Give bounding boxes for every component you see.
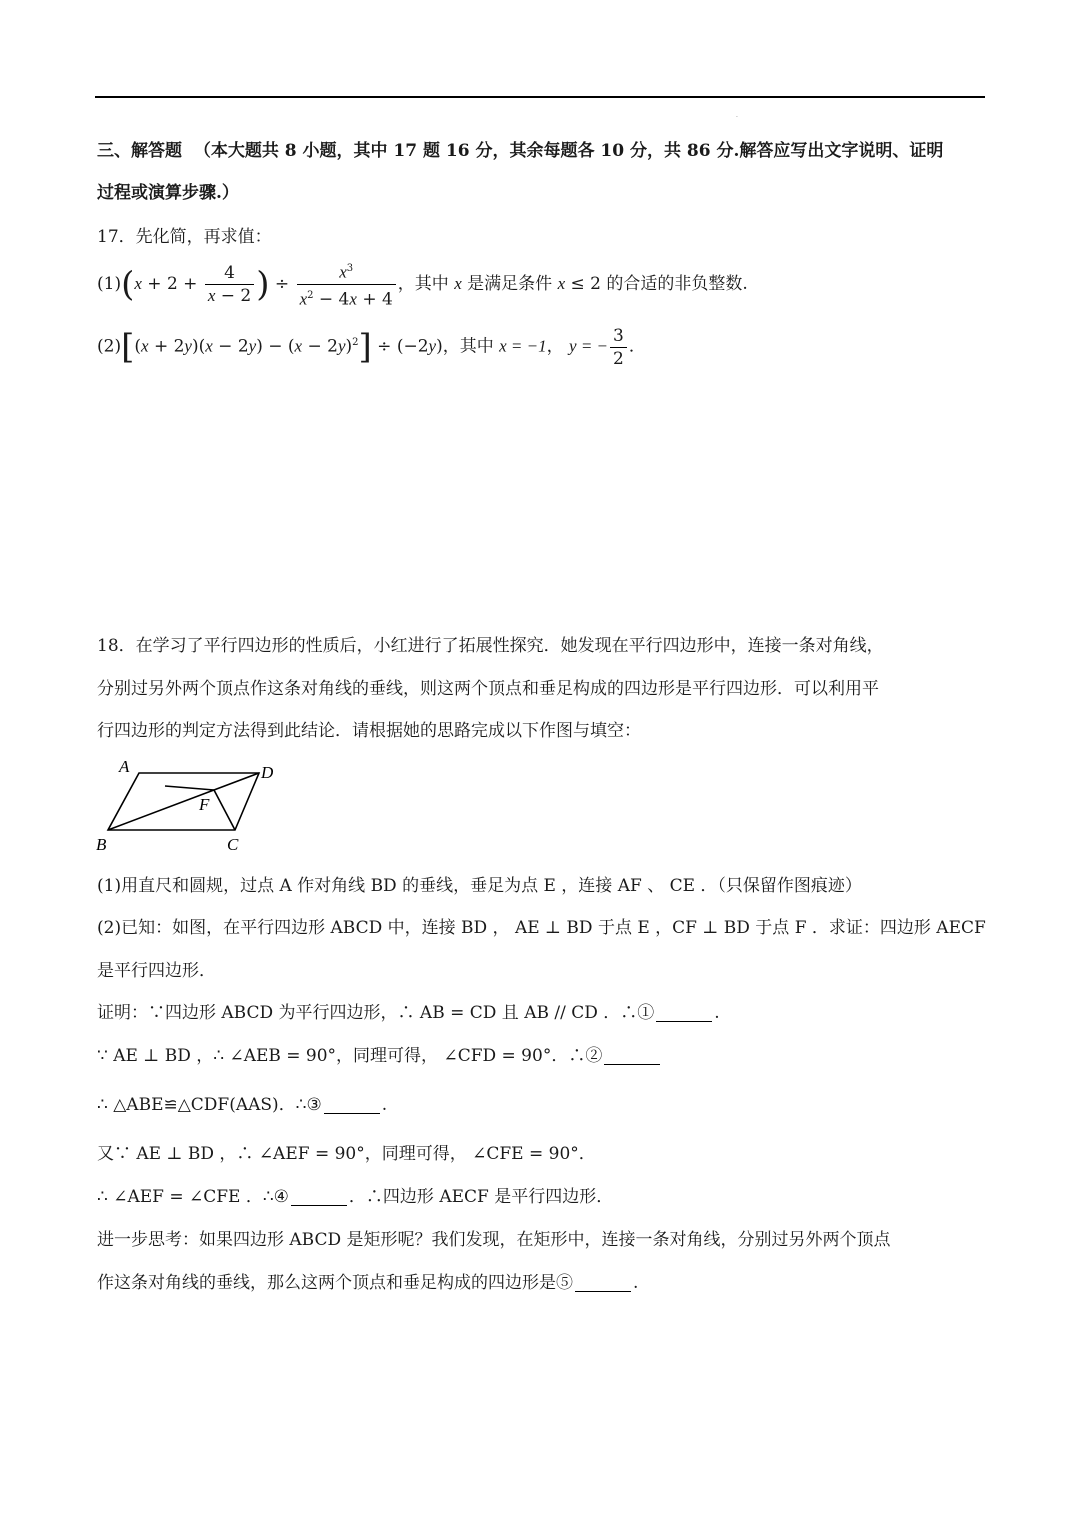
- proof-line3-text: ∴ △ABE≌△CDF(AAS)．∴③: [97, 1095, 322, 1115]
- q17-part1: (1)(x + 2 + $\frac{4}{x - 2}$ ) ÷ $\frac{x^3}{x^2 - 4x + 4}$ ，其中 x 是满足条件 x ≤ 2 的合适的非负整数.: [97, 258, 748, 310]
- section-header: [97, 140, 943, 162]
- scan-dot: .: [736, 112, 738, 119]
- proof-line2: [97, 1045, 662, 1067]
- q17-p2-label: (2): [97, 336, 122, 357]
- proof-line5-text-b: ．∴四边形 AECF 是平行四边形．: [348, 1187, 614, 1207]
- top-rule: [95, 96, 985, 98]
- q18-part2-line2: 是平行四边形．: [97, 961, 216, 981]
- q17-p1-cond-b: 是满足条件: [467, 274, 553, 294]
- period: .: [381, 1095, 388, 1115]
- period: .: [714, 1003, 720, 1023]
- blank-4[interactable]: [291, 1187, 347, 1206]
- q18-part2-line1: (2)已知：如图，在平行四边形 ABCD 中，连接 BD ， AE ⊥ BD 于点 E ，CF ⊥ BD 于点 F ．求证：四边形 AECF: [97, 918, 986, 938]
- q17-p2-cond-a: ，其中: [442, 336, 494, 357]
- proof-line3: [97, 1094, 387, 1116]
- right-bracket: ]: [358, 327, 372, 368]
- segment-to-f: [165, 786, 214, 790]
- proof-line1-text: 证明：∵四边形 ABCD 为平行四边形，∴ AB = CD 且 AB // CD ．∴①: [97, 1003, 655, 1023]
- proof-line5: [97, 1186, 613, 1208]
- period: .: [633, 1273, 639, 1293]
- right-paren: ): [256, 264, 270, 305]
- q17-p1-cond-a: ，其中: [397, 274, 449, 294]
- q17-p2-x-val: x = −1: [499, 336, 547, 356]
- blank-3[interactable]: [324, 1095, 380, 1114]
- blank-1[interactable]: [656, 1003, 712, 1022]
- proof-line2-text: ∵ AE ⊥ BD ，∴ ∠AEB = 90°，同理可得， ∠CFD = 90°．∴②: [97, 1046, 603, 1066]
- further-line2-text: 作这条对角线的垂线，那么这两个顶点和垂足构成的四边形是⑤: [97, 1273, 573, 1293]
- proof-line5-text-a: ∴ ∠AEF = ∠CFE ．∴④: [97, 1187, 289, 1207]
- left-paren: (: [121, 264, 135, 305]
- blank-5[interactable]: [575, 1273, 631, 1292]
- q17-p2-y-val: y = −: [569, 336, 609, 356]
- proof-line1: [97, 1002, 720, 1024]
- q17-part2: $(2)[(x + 2y)(x - 2y) - (x - 2y)^2] \div (-2y)$，其中 x = −1， y = − $\frac{3}{2}$ ．: [97, 325, 646, 369]
- diagonal-bd: [108, 773, 259, 830]
- label-c: C: [227, 835, 239, 854]
- parallelogram-figure: [95, 758, 295, 858]
- q17-intro: 17．先化简，再求值：: [97, 227, 272, 247]
- fraction-4-over-x-2: $\frac{4}{x - 2}$: [205, 263, 254, 306]
- proof-line4: 又∵ AE ⊥ BD ，∴ ∠AEF = 90°，同理可得， ∠CFE = 90°．: [97, 1144, 596, 1164]
- fraction-x3-over-quadratic: $\frac{x^3}{x^2 - 4x + 4}$: [297, 259, 396, 309]
- section-desc-2: 过程或演算步骤.）: [97, 183, 239, 203]
- blank-2[interactable]: [604, 1046, 660, 1065]
- label-d: D: [261, 763, 274, 782]
- further-line1: 进一步思考：如果四边形 ABCD 是矩形呢？我们发现，在矩形中，连接一条对角线，分别过另外两个顶点: [97, 1230, 891, 1250]
- q18-line3: 行四边形的判定方法得到此结论．请根据她的思路完成以下作图与填空：: [97, 721, 641, 741]
- label-f: F: [199, 795, 210, 814]
- section-desc-1: （本大题共 8 小题，其中 17 题 16 分，其余每题各 10 分，共 86 分.解答应写出文字说明、证明: [193, 141, 944, 161]
- left-bracket: [: [121, 327, 135, 368]
- fraction-3-over-2: $\frac{3}{2}$: [610, 326, 627, 369]
- section-title: 三、解答题: [97, 141, 182, 161]
- q17-p1-cond-c: 的合适的非负整数.: [606, 274, 748, 294]
- q18-part1: (1)用直尺和圆规，过点 A 作对角线 BD 的垂线，垂足为点 E ，连接 AF 、 CE ．（只保留作图痕迹）: [97, 876, 862, 896]
- expr-x: x: [134, 274, 142, 293]
- further-line2: [97, 1272, 638, 1294]
- q18-line1: 18．在学习了平行四边形的性质后，小红进行了拓展性探究．她发现在平行四边形中，连接一条对角线，: [97, 636, 884, 656]
- label-b: B: [96, 835, 107, 854]
- label-a: A: [119, 758, 130, 776]
- q18-line2: 分别过另外两个顶点作这条对角线的垂线，则这两个顶点和垂足构成的四边形是平行四边形．可以利用平: [97, 679, 879, 699]
- q17-p1-label: (1): [97, 274, 122, 294]
- segment-cf: [214, 790, 235, 830]
